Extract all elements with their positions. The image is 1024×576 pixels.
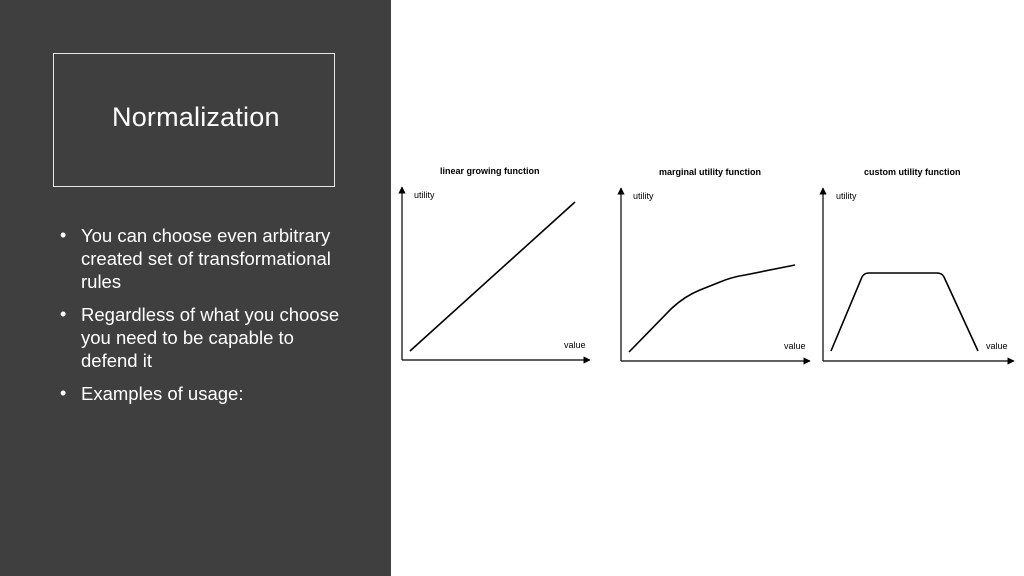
y-axis-label-marginal: utility (633, 191, 654, 201)
y-axis-label-linear: utility (414, 190, 435, 200)
x-axis-label-linear: value (564, 340, 586, 350)
slide-title: Normalization (112, 102, 280, 132)
bullet-icon: • (60, 383, 67, 403)
x-axis-label-custom: value (986, 341, 1008, 351)
chart-title-marginal: marginal utility function (659, 167, 762, 177)
bullet-text: Regardless of what you choose you need to be capable to defend it (81, 304, 340, 371)
bullet-icon: • (60, 304, 67, 324)
chart-title-custom: custom utility function (864, 167, 961, 177)
y-axis-label-custom: utility (836, 191, 857, 201)
bullet-icon: • (60, 225, 67, 245)
curve-custom (831, 273, 978, 351)
chart-custom (823, 188, 1014, 361)
x-axis-label-marginal: value (784, 341, 806, 351)
curve-linear (410, 202, 575, 351)
curve-marginal (629, 265, 795, 352)
chart-title-linear: linear growing function (440, 166, 540, 176)
chart-marginal (621, 188, 810, 361)
bullet-text: You can choose even arbitrary created set of transformational rules (81, 225, 331, 292)
bullet-text: Examples of usage: (81, 383, 244, 404)
chart-linear (402, 187, 590, 360)
